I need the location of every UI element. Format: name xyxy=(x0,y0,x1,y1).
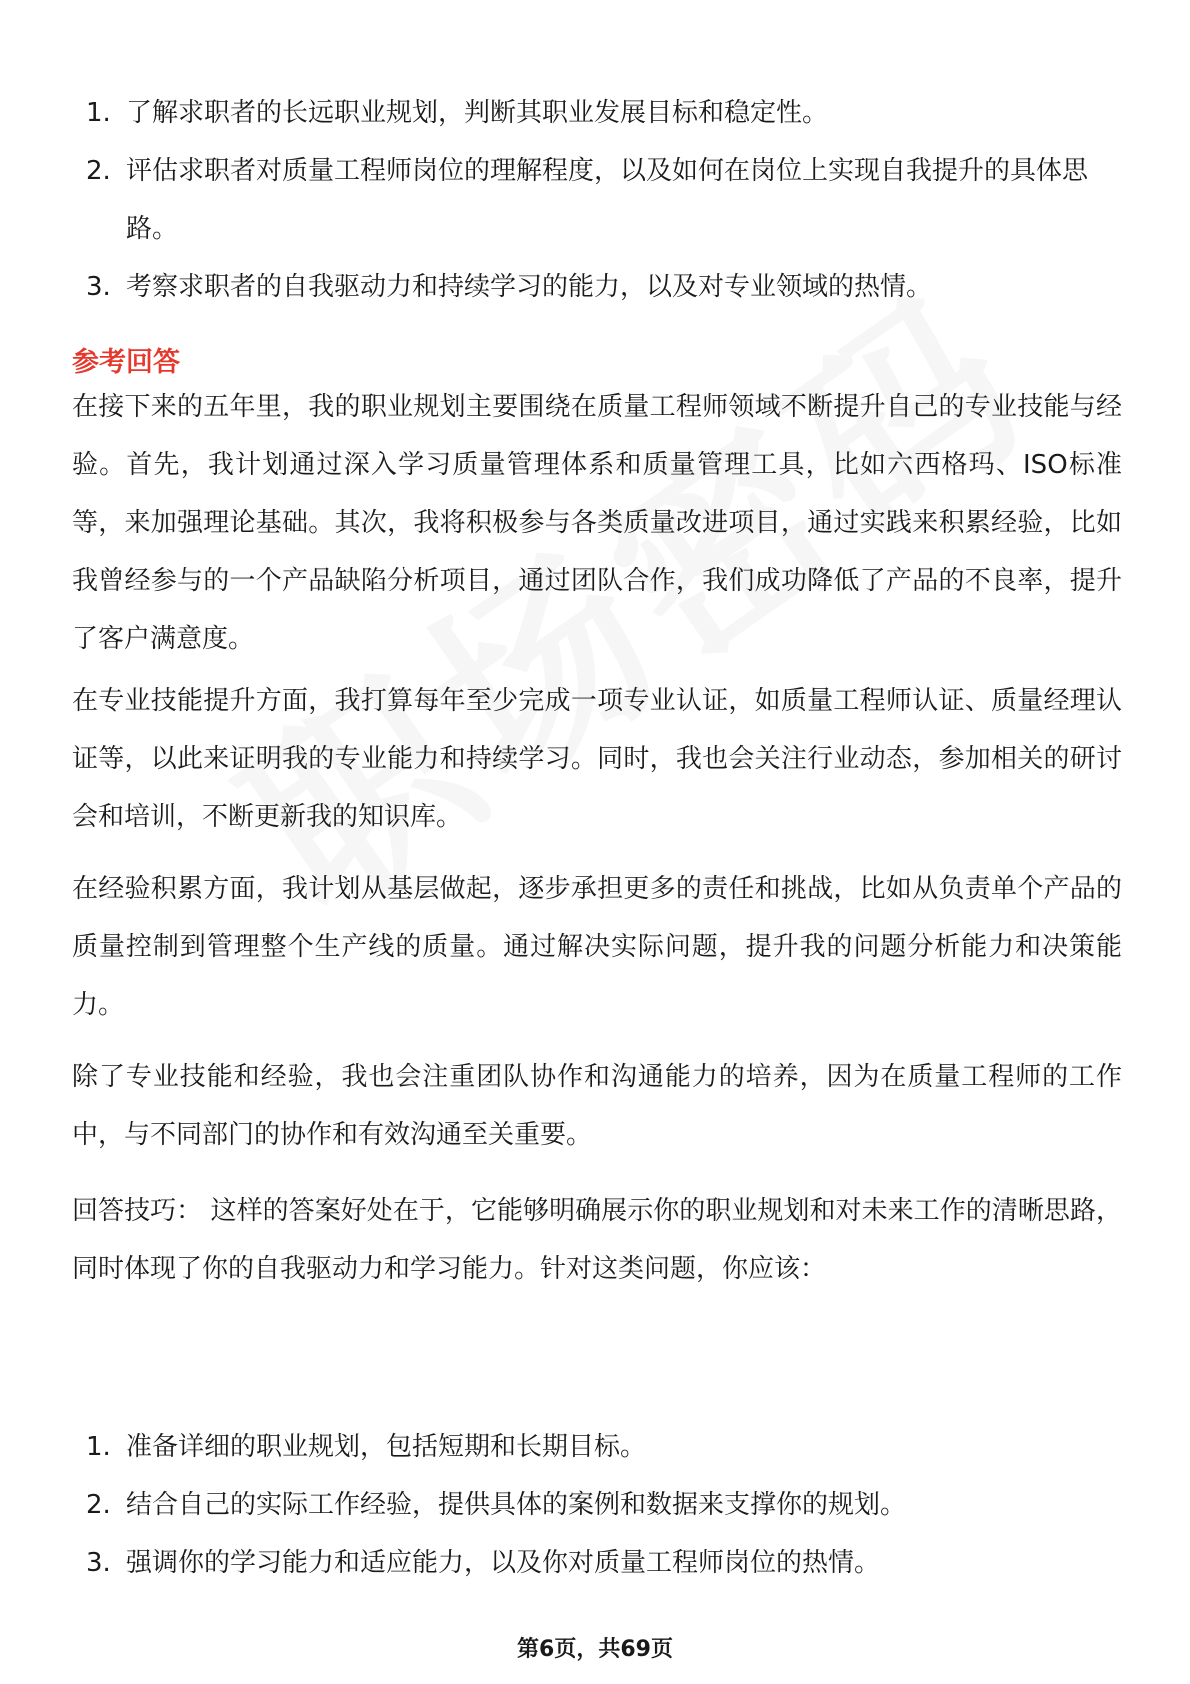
paragraph: 在接下来的五年里，我的职业规划主要围绕在质量工程师领域不断提升自己的专业技能与经验。首先，我计划通过深入学习质量管理体系和质量管理工具，比如六西格玛、ISO标准等，来加强理论基础。其次，我将积极参与各类质量改进项目，通过实践来积累经验，比如我曾经参与的一个产品缺陷分析项目，通过团队合作，我们成功降低了产品的不良率，提升了客户满意度。 xyxy=(72,392,1122,654)
list-item xyxy=(72,1534,1122,1592)
paragraph: 除了专业技能和经验，我也会注重团队协作和沟通能力的培养，因为在质量工程师的工作中，与不同部门的协作和有效沟通至关重要。 xyxy=(72,1062,1122,1150)
tips-intro: 回答技巧： 这样的答案好处在于，它能够明确展示你的职业规划和对未来工作的清晰思路，同时体现了你的自我驱动力和学习能力。针对这类问题，你应该： xyxy=(72,1196,1122,1284)
list-item-text: 强调你的学习能力和适应能力，以及你对质量工程师岗位的热情。 xyxy=(126,1548,881,1578)
list-item-text: 了解求职者的长远职业规划，判断其职业发展目标和稳定性。 xyxy=(126,98,829,128)
page-footer: 第6页，共69页 xyxy=(517,1637,673,1662)
list-item xyxy=(72,258,1122,316)
list-item xyxy=(72,1476,1122,1534)
list-item xyxy=(72,1418,1122,1476)
list-item-text: 准备详细的职业规划，包括短期和长期目标。 xyxy=(126,1432,647,1462)
paragraph: 在专业技能提升方面，我打算每年至少完成一项专业认证，如质量工程师认证、质量经理认证等，以此来证明我的专业能力和持续学习。同时，我也会关注行业动态，参加相关的研讨会和培训，不断更新我的知识库。 xyxy=(72,686,1122,832)
intent-list xyxy=(72,84,1122,316)
list-item xyxy=(72,142,1122,258)
paragraph: 在经验积累方面，我计划从基层做起，逐步承担更多的责任和挑战，比如从负责单个产品的质量控制到管理整个生产线的质量。通过解决实际问题，提升我的问题分析能力和决策能力。 xyxy=(72,874,1122,1020)
list-item-number: 2. xyxy=(86,156,111,186)
list-item-number: 1. xyxy=(86,1432,111,1462)
list-item-text: 结合自己的实际工作经验，提供具体的案例和数据来支撑你的规划。 xyxy=(126,1490,907,1520)
list-item-number: 2. xyxy=(86,1490,111,1520)
list-item xyxy=(72,84,1122,142)
list-item-text: 评估求职者对质量工程师岗位的理解程度，以及如何在岗位上实现自我提升的具体思路。 xyxy=(126,156,1089,244)
list-item-text: 考察求职者的自我驱动力和持续学习的能力，以及对专业领域的热情。 xyxy=(126,272,933,302)
reference-heading: 参考回答 xyxy=(72,347,180,378)
list-item-number: 1. xyxy=(86,98,111,128)
tips-list xyxy=(72,1418,1122,1592)
list-item-number: 3. xyxy=(86,1548,111,1578)
list-item-number: 3. xyxy=(86,272,111,302)
